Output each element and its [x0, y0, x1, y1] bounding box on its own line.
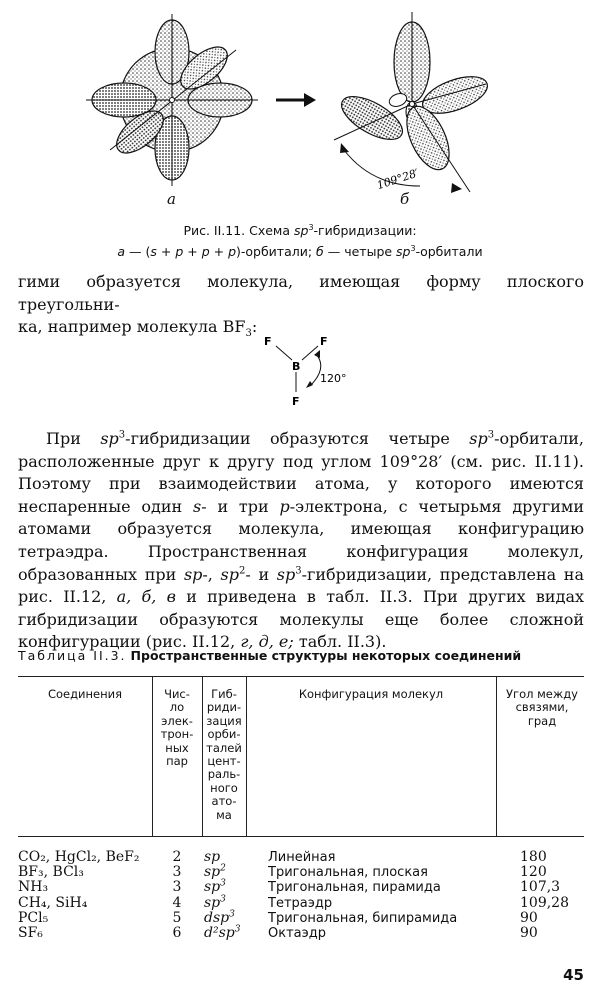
atom-f-right: F [320, 335, 328, 348]
atom-f-bottom: F [292, 395, 300, 408]
bf3-diagram [250, 330, 360, 410]
cell-angle: 90 [520, 925, 538, 941]
transform-arrow [276, 93, 316, 107]
figure-label-a: а [167, 190, 176, 208]
cell-compound: BF₃, BCl₃ [18, 864, 84, 881]
figure-orbitals [0, 0, 600, 215]
cell-pairs: 3 [172, 864, 182, 881]
bond-angle: 120° [320, 372, 347, 385]
cell-angle: 120 [520, 864, 547, 881]
cell-compound: PCl₅ [18, 909, 49, 926]
header-pairs: Чис- ло элек- трон- ных пар [160, 687, 194, 769]
paragraph-1-line-2: ка, например молекула $BF_3$: [18, 317, 258, 340]
cell-angle: 107,3 [520, 879, 561, 896]
table-header-rule [18, 836, 584, 837]
cell-angle: 90 [520, 909, 538, 926]
hyb-exponent: 3 [220, 878, 226, 889]
figure-caption [0, 219, 600, 261]
header-config: Конфигурация молекул [298, 687, 444, 701]
figure-label-b: б [400, 190, 410, 208]
cell-pairs: 4 [172, 894, 182, 911]
cell-hybridization [204, 926, 246, 941]
cell-config: Тригональная, плоская [268, 865, 428, 881]
cell-compound: SF₆ [18, 925, 43, 941]
atom-b: B [292, 360, 301, 373]
hyb-prefix: d² [204, 925, 219, 941]
cell-pairs: 6 [172, 925, 182, 941]
hyb-base: sp [212, 909, 230, 926]
cell-config: Тетраэдр [268, 895, 333, 911]
cell-angle: 109,28 [520, 894, 569, 911]
header-angle: Угол между связями, град [506, 687, 578, 728]
cell-compound: NH₃ [18, 879, 49, 896]
orbital-diagram-a [86, 14, 258, 186]
paragraph-2: При $sp^3$-гибридизации образуются четыре $sp^3$-орбитали, расположенные друг к другу под углом 109°28′ (см. рис. II.11). Поэтому при взаимодействии атома, у которого имеются неспаренные один s- и три p-электрона, с четырьмя другими атомами образуется молекула, имеющая конфигурацию тетраэдра. Пространственная конфигурация молекул, образованных при sp-, $sp^2-$ и $sp^3$-гибридизации, представлена на рис. II.12, а, б, в и приведена в табл. II.3. При других видах гибридизации образуются молекулы еще более сложной конфигурации (рис. II.12, г, д, е; табл. II.3). [18, 429, 585, 652]
hyb-base: sp [204, 849, 221, 865]
cell-config: Линейная [268, 850, 336, 865]
table-title: Таблица II.3. Пространственные структуры некоторых соединений [18, 648, 522, 663]
paragraph-1 [18, 271, 584, 339]
hyb-prefix: d [204, 909, 213, 926]
cell-hybridization [204, 893, 246, 911]
cell-angle: 180 [520, 849, 547, 865]
header-hybridization: Гиб- риди- зация орби- талей цент- раль- ного ато- ма [206, 687, 242, 822]
hyb-exponent: 3 [220, 893, 226, 904]
cell-compound: CH₄, SiH₄ [18, 894, 88, 911]
hyb-base: sp [204, 894, 221, 911]
angle-label: 109°28′ [375, 166, 421, 193]
hyb-exponent: 2 [220, 863, 226, 874]
header-compounds: Соединения [47, 687, 123, 701]
hyb-base: sp [204, 879, 221, 896]
cell-pairs: 5 [172, 909, 182, 926]
paragraph-1-line-1: гими образуется молекула, имеющая форму плоского треугольни- [18, 272, 584, 314]
hyb-base: sp [218, 925, 235, 941]
caption-line-2: а — (s + p + p + p)-орбитали; б — четыре $sp^3$-орбитали [117, 244, 483, 260]
page-number: 45 [563, 966, 584, 984]
cell-config: Тригональная, бипирамида [268, 910, 458, 926]
cell-config: Тригональная, пирамида [268, 880, 441, 896]
caption-line-1: Рис. II.11. Схема $sp^3$-гибридизации: [183, 223, 417, 239]
cell-compound: CO₂, HgCl₂, BeF₂ [18, 849, 140, 865]
cell-pairs: 3 [172, 879, 182, 896]
hyb-exponent: 3 [229, 909, 235, 920]
cell-config: Октаэдр [268, 926, 326, 941]
atom-f-left: F [264, 335, 272, 348]
cell-pairs: 2 [172, 849, 182, 865]
orbital-diagram-b [334, 12, 492, 193]
table-top-rule [18, 676, 584, 677]
hyb-exponent: 3 [234, 924, 241, 935]
hyb-base: sp [204, 864, 221, 881]
